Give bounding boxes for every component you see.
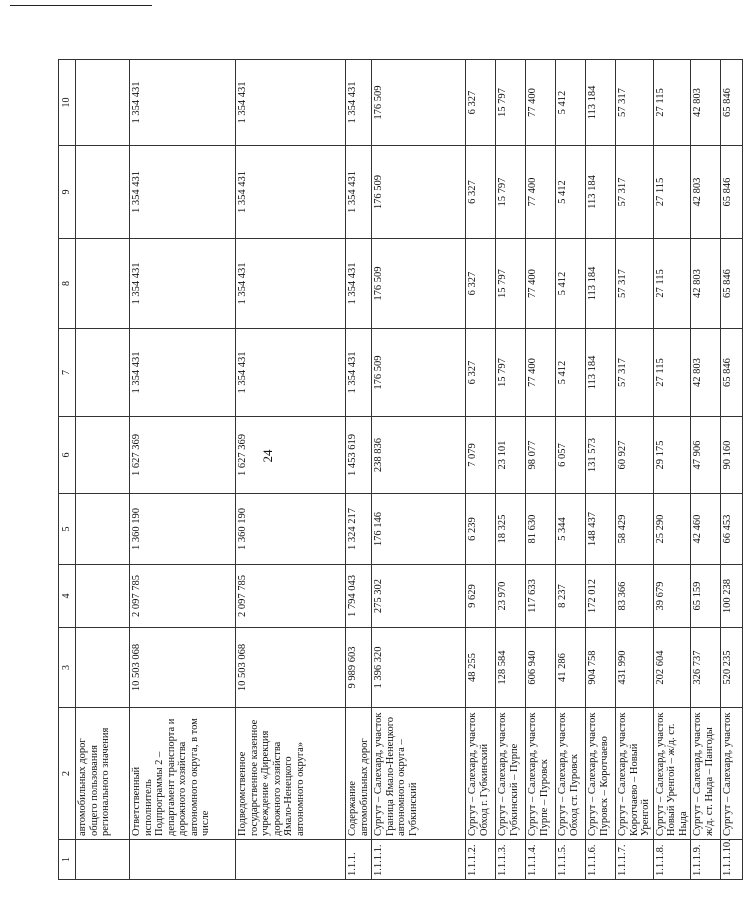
value-cell-col-6: 47 906 — [691, 417, 721, 494]
value-cell-col-4: 8 237 — [556, 565, 586, 628]
value-cell-col-6: 60 927 — [616, 417, 654, 494]
row-code: 1.1.1.3. — [496, 840, 526, 880]
table-row — [556, 60, 586, 880]
table-row — [496, 60, 526, 880]
value-cell-col-7: 6 327 — [466, 329, 496, 417]
value-cell-col-8: 77 400 — [526, 239, 556, 329]
value-cell-col-9: 113 184 — [586, 146, 616, 239]
row-name: автомобильных дорог общего пользования регионального значения — [76, 708, 130, 840]
row-code: 1.1.1.6. — [586, 840, 616, 880]
row-code: 1.1.1.5. — [556, 840, 586, 880]
value-cell-col-9: 6 327 — [466, 146, 496, 239]
value-cell-col-3: 520 235 — [721, 628, 743, 708]
row-code — [130, 840, 236, 880]
value-cell-col-5: 66 453 — [721, 494, 743, 565]
table-row — [526, 60, 556, 880]
value-cell-col-9: 176 509 — [372, 146, 466, 239]
value-cell-col-3: 1 396 320 — [372, 628, 466, 708]
table-row — [691, 60, 721, 880]
value-cell-col-8: 5 412 — [556, 239, 586, 329]
value-cell-col-5: 5 344 — [556, 494, 586, 565]
value-cell-col-4: 172 012 — [586, 565, 616, 628]
value-cell-col-9: 65 846 — [721, 146, 743, 239]
row-code: 1.1.1.10. — [721, 840, 743, 880]
value-cell-col-6 — [76, 417, 130, 494]
table-row — [586, 60, 616, 880]
value-cell-col-7: 1 354 431 — [346, 329, 372, 417]
value-cell-col-4: 100 238 — [721, 565, 743, 628]
value-cell-col-10 — [76, 60, 130, 146]
value-cell-col-9: 1 354 431 — [236, 146, 346, 239]
value-cell-col-9: 42 803 — [691, 146, 721, 239]
value-cell-col-3: 128 584 — [496, 628, 526, 708]
value-cell-col-7: 42 803 — [691, 329, 721, 417]
value-cell-col-3: 48 255 — [466, 628, 496, 708]
value-cell-col-8: 6 327 — [466, 239, 496, 329]
column-number-2: 2 — [59, 708, 76, 840]
value-cell-col-9: 5 412 — [556, 146, 586, 239]
row-code: 1.1.1.2. — [466, 840, 496, 880]
value-cell-col-4: 2 097 785 — [236, 565, 346, 628]
value-cell-col-4: 275 302 — [372, 565, 466, 628]
value-cell-col-8: 15 797 — [496, 239, 526, 329]
value-cell-col-10: 113 184 — [586, 60, 616, 146]
value-cell-col-3: 9 989 603 — [346, 628, 372, 708]
value-cell-col-6: 98 077 — [526, 417, 556, 494]
row-code: 1.1.1.1. — [372, 840, 466, 880]
value-cell-col-10: 176 509 — [372, 60, 466, 146]
value-cell-col-6: 90 160 — [721, 417, 743, 494]
row-code: 1.1.1.7. — [616, 840, 654, 880]
value-cell-col-7: 113 184 — [586, 329, 616, 417]
value-cell-col-5: 42 460 — [691, 494, 721, 565]
row-name: Сургут – Салехард, участок Новый Уренгой – ж/д. ст. Ныда — [653, 708, 691, 840]
row-name: Подведомственное государственное казенное учреждение «Дирекция дорожного хозяйства Ямало-Ненецкого автономного округа» — [236, 708, 346, 840]
table-row — [76, 60, 130, 880]
value-cell-col-5: 1 324 217 — [346, 494, 372, 565]
value-cell-col-4: 83 366 — [616, 565, 654, 628]
value-cell-col-10: 42 803 — [691, 60, 721, 146]
row-name: Сургут – Салехард, участок Губкинский – Пурпе — [496, 708, 526, 840]
row-name: Сургут – Салехард, участок Граница Ямало-Ненецкого автономного округа – Губкинский — [372, 708, 466, 840]
value-cell-col-10: 1 354 431 — [130, 60, 236, 146]
value-cell-col-9: 77 400 — [526, 146, 556, 239]
table-row — [616, 60, 654, 880]
table-row — [653, 60, 691, 880]
row-name: Сургут – Салехард, участок Пуровск – Коротчаево — [586, 708, 616, 840]
value-cell-col-10: 5 412 — [556, 60, 586, 146]
row-name: Сургут – Салехард, участок — [721, 708, 743, 840]
row-name: Сургут – Салехард, участок ж/д. ст. Ныда – Пангоды — [691, 708, 721, 840]
value-cell-col-10: 1 354 431 — [346, 60, 372, 146]
row-code: 1.1.1.4. — [526, 840, 556, 880]
value-cell-col-5: 176 146 — [372, 494, 466, 565]
value-cell-col-3: 202 604 — [653, 628, 691, 708]
column-number-10: 10 — [59, 60, 76, 146]
value-cell-col-10: 15 797 — [496, 60, 526, 146]
value-cell-col-10: 27 115 — [653, 60, 691, 146]
value-cell-col-8: 113 184 — [586, 239, 616, 329]
top-rule — [10, 5, 152, 6]
value-cell-col-6: 29 175 — [653, 417, 691, 494]
row-code: 1.1.1. — [346, 840, 372, 880]
value-cell-col-7: 5 412 — [556, 329, 586, 417]
value-cell-col-6: 23 101 — [496, 417, 526, 494]
row-name: Сургут – Салехард, участок Обход ст. Пуровск — [556, 708, 586, 840]
value-cell-col-7: 1 354 431 — [236, 329, 346, 417]
value-cell-col-10: 57 317 — [616, 60, 654, 146]
value-cell-col-4: 39 679 — [653, 565, 691, 628]
value-cell-col-4: 9 629 — [466, 565, 496, 628]
value-cell-col-9: 27 115 — [653, 146, 691, 239]
table-row — [721, 60, 743, 880]
value-cell-col-10: 65 846 — [721, 60, 743, 146]
value-cell-col-6: 238 836 — [372, 417, 466, 494]
value-cell-col-6: 6 057 — [556, 417, 586, 494]
value-cell-col-4: 117 633 — [526, 565, 556, 628]
table-row — [236, 60, 346, 880]
budget-table — [58, 59, 743, 880]
page-number: 24 — [260, 449, 275, 463]
value-cell-col-3: 10 503 068 — [236, 628, 346, 708]
value-cell-col-4: 23 970 — [496, 565, 526, 628]
value-cell-col-5: 25 290 — [653, 494, 691, 565]
value-cell-col-4: 65 159 — [691, 565, 721, 628]
value-cell-col-8: 65 846 — [721, 239, 743, 329]
row-code: 1.1.1.9. — [691, 840, 721, 880]
value-cell-col-7: 77 400 — [526, 329, 556, 417]
value-cell-col-7: 176 509 — [372, 329, 466, 417]
value-cell-col-9: 1 354 431 — [346, 146, 372, 239]
row-name: Сургут – Салехард, участок Обход г. Губкинский — [466, 708, 496, 840]
value-cell-col-4: 1 794 043 — [346, 565, 372, 628]
value-cell-col-3: 904 758 — [586, 628, 616, 708]
value-cell-col-5: 58 429 — [616, 494, 654, 565]
value-cell-col-3: 326 737 — [691, 628, 721, 708]
value-cell-col-5: 148 437 — [586, 494, 616, 565]
value-cell-col-9: 15 797 — [496, 146, 526, 239]
value-cell-col-8: 1 354 431 — [236, 239, 346, 329]
value-cell-col-5: 1 360 190 — [236, 494, 346, 565]
value-cell-col-9: 57 317 — [616, 146, 654, 239]
row-code — [76, 840, 130, 880]
value-cell-col-3: 41 286 — [556, 628, 586, 708]
value-cell-col-10: 1 354 431 — [236, 60, 346, 146]
value-cell-col-4: 2 097 785 — [130, 565, 236, 628]
value-cell-col-8: 42 803 — [691, 239, 721, 329]
value-cell-col-3: 431 990 — [616, 628, 654, 708]
column-number-1: 1 — [59, 840, 76, 880]
value-cell-col-8: 176 509 — [372, 239, 466, 329]
table-row — [346, 60, 372, 880]
value-cell-col-5: 81 630 — [526, 494, 556, 565]
value-cell-col-3 — [76, 628, 130, 708]
row-code: 1.1.1.8. — [653, 840, 691, 880]
value-cell-col-6: 131 573 — [586, 417, 616, 494]
value-cell-col-3: 606 940 — [526, 628, 556, 708]
row-name: Ответственный исполнитель Подпрограммы 2 – департамент транспорта и дорожного хозяйства автономного округа, в том числе — [130, 708, 236, 840]
value-cell-col-8: 1 354 431 — [346, 239, 372, 329]
value-cell-col-8: 27 115 — [653, 239, 691, 329]
value-cell-col-7: 57 317 — [616, 329, 654, 417]
value-cell-col-8: 1 354 431 — [130, 239, 236, 329]
column-number-5: 5 — [59, 494, 76, 565]
row-name: Сургут – Салехард, участок Коротчаево – Новый Уренгой — [616, 708, 654, 840]
table-row — [130, 60, 236, 880]
table-body — [76, 60, 743, 880]
value-cell-col-5: 18 325 — [496, 494, 526, 565]
value-cell-col-6: 1 453 619 — [346, 417, 372, 494]
value-cell-col-6: 7 079 — [466, 417, 496, 494]
value-cell-col-7: 15 797 — [496, 329, 526, 417]
value-cell-col-8: 57 317 — [616, 239, 654, 329]
column-number-4: 4 — [59, 565, 76, 628]
table-row — [466, 60, 496, 880]
row-code — [236, 840, 346, 880]
column-number-8: 8 — [59, 239, 76, 329]
value-cell-col-10: 77 400 — [526, 60, 556, 146]
value-cell-col-8 — [76, 239, 130, 329]
column-number-9: 9 — [59, 146, 76, 239]
value-cell-col-5 — [76, 494, 130, 565]
column-number-3: 3 — [59, 628, 76, 708]
value-cell-col-7: 65 846 — [721, 329, 743, 417]
value-cell-col-5: 1 360 190 — [130, 494, 236, 565]
row-name: Сургут – Салехард, участок Пурпе – Пуровск — [526, 708, 556, 840]
value-cell-col-9: 1 354 431 — [130, 146, 236, 239]
value-cell-col-4 — [76, 565, 130, 628]
column-number-7: 7 — [59, 329, 76, 417]
column-number-6: 6 — [59, 417, 76, 494]
value-cell-col-7: 27 115 — [653, 329, 691, 417]
value-cell-col-6: 1 627 369 — [130, 417, 236, 494]
column-number-row — [59, 60, 76, 880]
value-cell-col-7: 1 354 431 — [130, 329, 236, 417]
value-cell-col-3: 10 503 068 — [130, 628, 236, 708]
value-cell-col-10: 6 327 — [466, 60, 496, 146]
value-cell-col-6: 1 627 369 — [236, 417, 346, 494]
value-cell-col-7 — [76, 329, 130, 417]
value-cell-col-5: 6 239 — [466, 494, 496, 565]
rotated-table-wrapper — [58, 60, 733, 880]
value-cell-col-9 — [76, 146, 130, 239]
table-row — [372, 60, 466, 880]
row-name: Содержание автомобильных дорог — [346, 708, 372, 840]
